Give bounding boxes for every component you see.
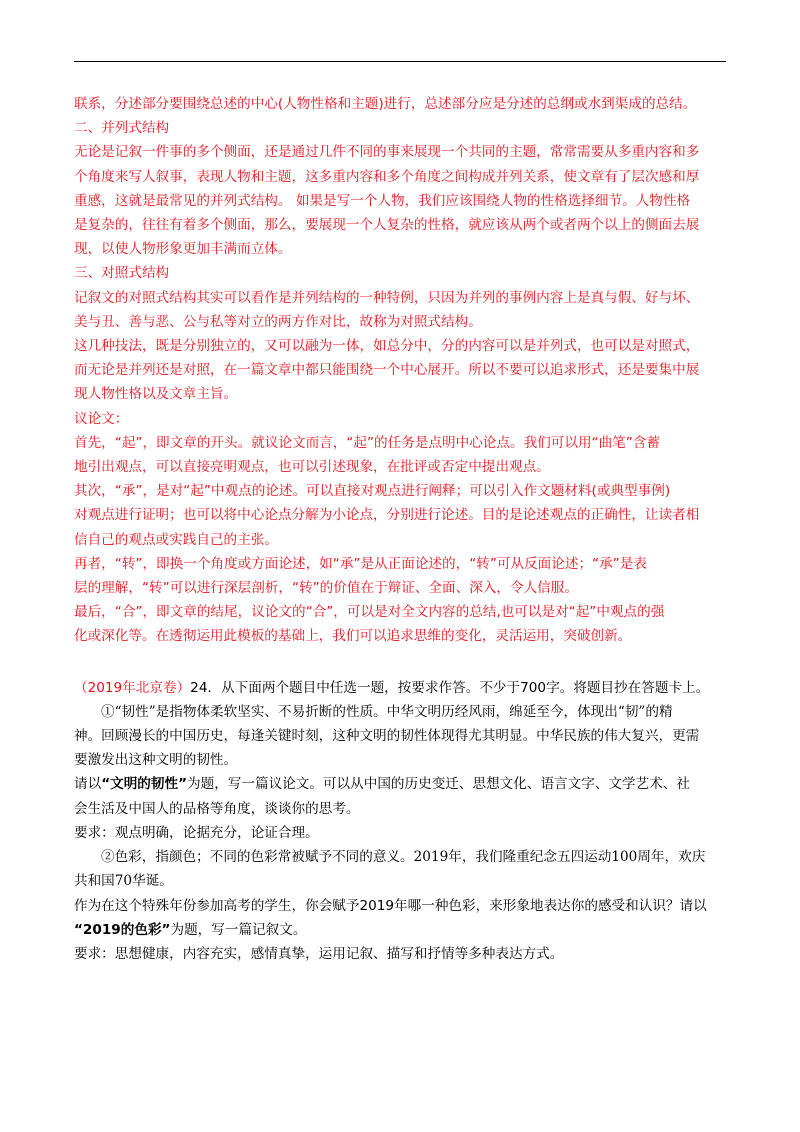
guide-line: 化或深化等。在透彻运用此模板的基础上，我们可以追求思维的变化，灵活运用，突破创新。 [74,628,632,645]
guide-line: 记叙文的对照式结构其实可以看作是并列结构的一种特例，只因为并列的事例内容上是真与假、好与坏、 [74,289,700,306]
option1-prompt-cont: 会生活及中国人的品格等角度，谈谈你的思考。 [74,800,360,817]
guide-line: 现，以使人物形象更加丰满而立体。 [74,241,292,258]
header-rule [74,61,726,62]
section-spacer [74,649,734,676]
prompt-suffix: 为题，写一篇议论文。可以从中国的历史变迁、思想文化、语言文字、文学艺术、社 [187,776,690,793]
guide-line: 个角度来写人叙事，表现人物和主题，这多重内容和多个角度之间构成并列关系，使文章有了层次感和厚 [74,168,700,185]
guide-line: 是复杂的，往往有着多个侧面，那么，要展现一个人复杂的性格，就应该从两个或者两个以上的侧面去展 [74,217,700,234]
question-intro-line [74,676,734,700]
option2-requirement: 要求：思想健康，内容充实，感情真挚，运用记叙、描写和抒情等多种表达方式。 [74,945,564,962]
guide-line: 信自己的观点或实践自己的主张。 [74,531,278,548]
guide-line: 联系，分述部分要围绕总述的中心(人物性格和主题)进行，总述部分应是分述的总纲或水到渠成的总结。 [74,96,697,112]
exam-year-tag: （2019年北京卷） [74,679,191,696]
essay-title-color: “2019的色彩” [74,921,171,938]
prompt-prefix: 请以 [74,776,102,793]
page-content [74,92,734,966]
guide-line: 首先，“起”，即文章的开头。就议论文而言，“起”的任务是点明中心论点。我们可以用“曲笔”含蓄 [74,434,661,451]
guide-line: 再者，“转”，即换一个角度或方面论述，如“承”是从正面论述的，“转”可从反面论述；“承”是表 [74,555,647,572]
guide-line: 而无论是并列还是对照，在一篇文章中都只能围绕一个中心展开。所以不要可以追求形式，还是要集中展 [74,362,700,379]
guide-line: 美与丑、善与恶、公与私等对立的两方作对比，故称为对照式结构。 [74,313,482,330]
prompt-suffix: 为题，写一篇记叙文。 [170,921,307,938]
question-intro: 24．从下面两个题目中任选一题，按要求作答。不少于700字。将题目抄在答题卡上。 [190,679,710,696]
option2-prompt-cont [74,918,734,942]
essay-guide-section [74,92,734,649]
exam-question-section [74,676,734,966]
option1-text: 要激发出这种文明的韧性。 [74,752,238,769]
guide-line: 这几种技法，既是分别独立的，又可以融为一体，如总分中，分的内容可以是并列式，也可以是对照式， [74,338,700,355]
option2-prompt: 作为在这个特殊年份参加高考的学生，你会赋予2019年哪一种色彩，来形象地表达你的感受和认识？请以 [74,897,707,914]
option2-text: ②色彩，指颜色；不同的色彩常被赋予不同的意义。2019年，我们隆重纪念五四运动100周年，欢庆 [101,849,706,866]
guide-line: 层的理解，“转”可以进行深层剖析，“转”的价值在于辩证、全面、深入，令人信服。 [74,580,578,597]
option1-prompt [74,772,734,796]
guide-line: 对观点进行证明；也可以将中心论点分解为小论点，分别进行论述。目的是论述观点的正确性，让读者相 [74,507,700,524]
option1-text: 神。回顾漫长的中国历史，每逢关键时刻，这种文明的韧性体现得尤其明显。中华民族的伟大复兴，更需 [74,728,700,745]
option1-text: ①“韧性”是指物体柔软坚实、不易折断的性质。中华文明历经风雨，绵延至今，体现出“韧”的精 [101,703,673,720]
section-heading-parallel: 二、并列式结构 [74,120,170,137]
guide-line: 其次，“承”，是对“起”中观点的论述。可以直接对观点进行阐释；可以引入作文题材料(或典型事例) [74,483,671,500]
essay-title-resilience: “文明的韧性” [101,776,188,793]
section-heading-contrast: 三、对照式结构 [74,265,170,282]
guide-line: 现人物性格以及文章主旨。 [74,386,238,403]
section-heading-argumentative: 议论文： [74,410,129,427]
guide-line: 最后，“合”，即文章的结尾，议论文的“合”，可以是对全文内容的总结,也可以是对“起”中观点的强 [74,604,665,621]
option1-requirement: 要求：观点明确，论据充分，论证合理。 [74,824,319,841]
guide-line: 重感，这就是最常见的并列式结构。 如果是写一个人物，我们应该围绕人物的性格选择细节。人物性格 [74,192,691,209]
option2-text: 共和国70华诞。 [74,873,173,890]
guide-line: 无论是记叙一件事的多个侧面，还是通过几件不同的事来展现一个共同的主题，常常需要从多重内容和多 [74,144,700,161]
guide-line: 地引出观点，可以直接亮明观点，也可以引述现象，在批评或否定中提出观点。 [74,459,550,476]
